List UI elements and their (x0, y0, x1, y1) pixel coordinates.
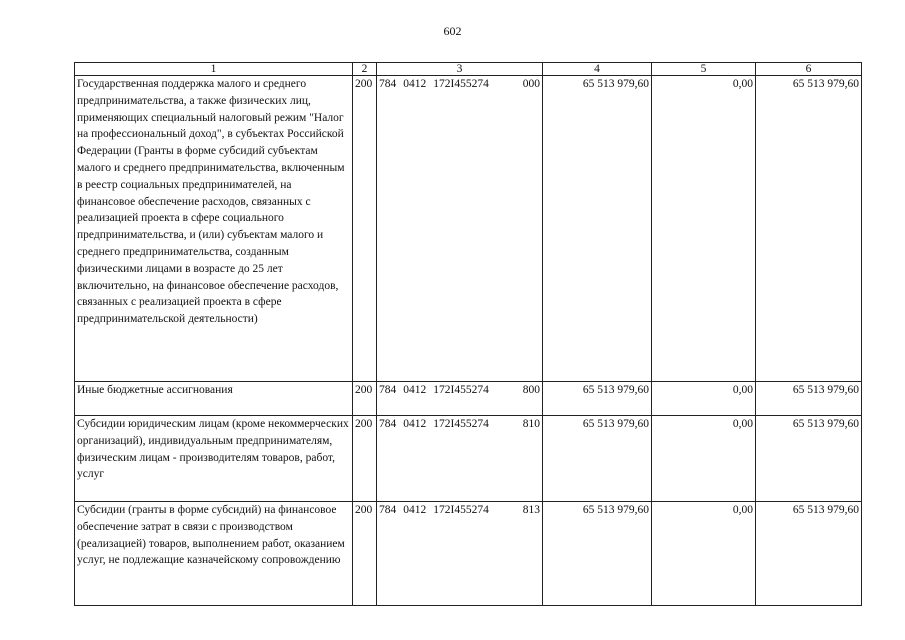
column-header: 4 (543, 63, 652, 76)
table-row (75, 382, 862, 416)
row-csr: 172I455274 (433, 78, 489, 90)
row-vr: 813 (522, 504, 540, 516)
row-sum: 65 513 979,60 (543, 502, 652, 606)
row-name: Иные бюджетные ассигнования (75, 382, 353, 416)
row-csr: 172I455274 (433, 418, 489, 430)
table-header-row (75, 63, 862, 76)
row-name: Государственная поддержка малого и среднего предпринимательства, а также физических лиц, применяющих специальный налоговый режим "Налог на профессиональный доход", в субъектах Российской Федерации (Гранты в форме субсидий субъектам малого и среднего предпринимательства, включенным в реестр социальных предпринимателей, на финансовое обеспечение расходов, связанных с реализацией проекта в сфере социального предпринимательства, и (или) субъектам малого и среднего предпринимательства, созданным физическими лицами в возрасте до 25 лет включительно, на финансовое обеспечение расходов, связанных с реализацией проекта в сфере предпринимательской деятельности) (75, 76, 353, 382)
row-rzpr: 0412 (403, 418, 427, 430)
row-grbs: 784 (379, 418, 397, 430)
table-row (75, 416, 862, 502)
row-sum: 65 513 979,60 (543, 382, 652, 416)
row-total: 65 513 979,60 (756, 502, 862, 606)
row-rzpr: 0412 (403, 504, 427, 516)
column-header: 3 (377, 63, 543, 76)
row-ver: 200 (353, 382, 377, 416)
row-total: 65 513 979,60 (756, 382, 862, 416)
row-vr: 810 (522, 418, 540, 430)
column-header: 5 (652, 63, 756, 76)
column-header: 6 (756, 63, 862, 76)
row-sum: 65 513 979,60 (543, 76, 652, 382)
row-rzpr: 0412 (403, 384, 427, 396)
row-vr: 000 (522, 78, 540, 90)
row-vr: 800 (522, 384, 540, 396)
table-row (75, 76, 862, 382)
row-change: 0,00 (652, 382, 756, 416)
row-rzpr: 0412 (403, 78, 427, 90)
row-code (377, 76, 543, 382)
row-total: 65 513 979,60 (756, 416, 862, 502)
row-name: Субсидии юридическим лицам (кроме некоммерческих организаций), индивидуальным предпринимателям, физическим лицам - производителям товаров, работ, услуг (75, 416, 353, 502)
row-ver: 200 (353, 416, 377, 502)
row-grbs: 784 (379, 78, 397, 90)
row-csr: 172I455274 (433, 504, 489, 516)
row-change: 0,00 (652, 416, 756, 502)
row-grbs: 784 (379, 384, 397, 396)
row-grbs: 784 (379, 504, 397, 516)
row-total: 65 513 979,60 (756, 76, 862, 382)
row-change: 0,00 (652, 76, 756, 382)
row-code (377, 382, 543, 416)
column-header: 2 (353, 63, 377, 76)
row-ver: 200 (353, 76, 377, 382)
table-row (75, 502, 862, 606)
row-name: Субсидии (гранты в форме субсидий) на финансовое обеспечение затрат в связи с производством (реализацией) товаров, выполнением работ, оказанием услуг, не подлежащие казначейскому сопровождению (75, 502, 353, 606)
row-ver: 200 (353, 502, 377, 606)
column-header: 1 (75, 63, 353, 76)
row-code (377, 416, 543, 502)
budget-table (74, 62, 862, 606)
row-change: 0,00 (652, 502, 756, 606)
page-number: 602 (443, 24, 462, 38)
row-csr: 172I455274 (433, 384, 489, 396)
row-sum: 65 513 979,60 (543, 416, 652, 502)
row-code (377, 502, 543, 606)
